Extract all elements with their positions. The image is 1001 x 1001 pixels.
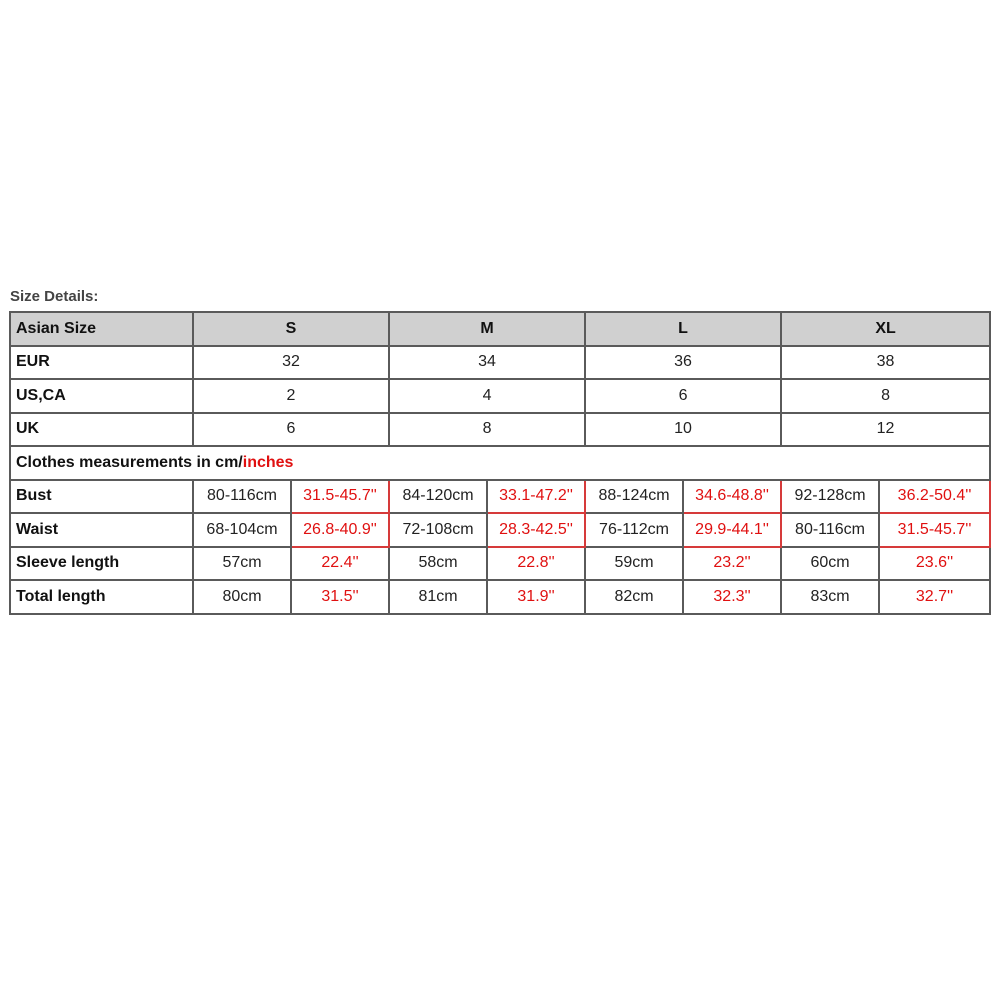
inch-cell: 31.5-45.7'' (879, 513, 990, 547)
row-label: Waist (10, 513, 193, 547)
table-row (10, 480, 990, 514)
inch-cell: 22.4'' (291, 547, 389, 581)
table-cell: 8 (389, 413, 585, 447)
table-cell: 6 (193, 413, 389, 447)
cm-cell: 80cm (193, 580, 291, 614)
cm-cell: 72-108cm (389, 513, 487, 547)
inch-cell: 32.7'' (879, 580, 990, 614)
row-label: US,CA (10, 379, 193, 413)
inch-cell: 23.6'' (879, 547, 990, 581)
section-prefix: Clothes measurements in cm/ (16, 453, 243, 471)
table-cell: 8 (781, 379, 990, 413)
table-cell: 10 (585, 413, 781, 447)
inch-cell: 28.3-42.5'' (487, 513, 585, 547)
inch-cell: 31.9'' (487, 580, 585, 614)
cm-cell: 59cm (585, 547, 683, 581)
row-label: EUR (10, 346, 193, 380)
cm-cell: 60cm (781, 547, 879, 581)
table-cell: 38 (781, 346, 990, 380)
cm-cell: 80-116cm (781, 513, 879, 547)
table-row (10, 547, 990, 581)
size-header: XL (781, 312, 990, 346)
page-title: Size Details: (10, 288, 99, 305)
inch-cell: 33.1-47.2'' (487, 480, 585, 514)
table-cell: 34 (389, 346, 585, 380)
cm-cell: 76-112cm (585, 513, 683, 547)
inch-cell: 22.8'' (487, 547, 585, 581)
table-row (10, 580, 990, 614)
table-cell: 6 (585, 379, 781, 413)
table-row (10, 346, 990, 380)
table-row (10, 513, 990, 547)
inch-cell: 34.6-48.8'' (683, 480, 781, 514)
header-row (10, 312, 990, 346)
cm-cell: 68-104cm (193, 513, 291, 547)
cm-cell: 88-124cm (585, 480, 683, 514)
row-label: Total length (10, 580, 193, 614)
inch-cell: 26.8-40.9'' (291, 513, 389, 547)
size-header: S (193, 312, 389, 346)
row-label: Bust (10, 480, 193, 514)
table-cell: 2 (193, 379, 389, 413)
cm-cell: 83cm (781, 580, 879, 614)
table-cell: 4 (389, 379, 585, 413)
cm-cell: 57cm (193, 547, 291, 581)
cm-cell: 82cm (585, 580, 683, 614)
row-label: UK (10, 413, 193, 447)
cm-cell: 81cm (389, 580, 487, 614)
size-chart-table (9, 311, 991, 615)
inch-cell: 23.2'' (683, 547, 781, 581)
cm-cell: 84-120cm (389, 480, 487, 514)
inch-cell: 31.5'' (291, 580, 389, 614)
size-header: M (389, 312, 585, 346)
inch-cell: 31.5-45.7'' (291, 480, 389, 514)
table-row (10, 379, 990, 413)
header-label: Asian Size (10, 312, 193, 346)
section-highlight: inches (242, 453, 294, 471)
table-cell: 12 (781, 413, 990, 447)
row-label: Sleeve length (10, 547, 193, 581)
table-row (10, 413, 990, 447)
table-cell: 32 (193, 346, 389, 380)
inch-cell: 32.3'' (683, 580, 781, 614)
cm-cell: 80-116cm (193, 480, 291, 514)
inch-cell: 29.9-44.1'' (683, 513, 781, 547)
inch-cell: 36.2-50.4'' (879, 480, 990, 514)
cm-cell: 92-128cm (781, 480, 879, 514)
section-row (10, 446, 990, 480)
size-header: L (585, 312, 781, 346)
table-cell: 36 (585, 346, 781, 380)
section-heading (10, 446, 990, 480)
cm-cell: 58cm (389, 547, 487, 581)
